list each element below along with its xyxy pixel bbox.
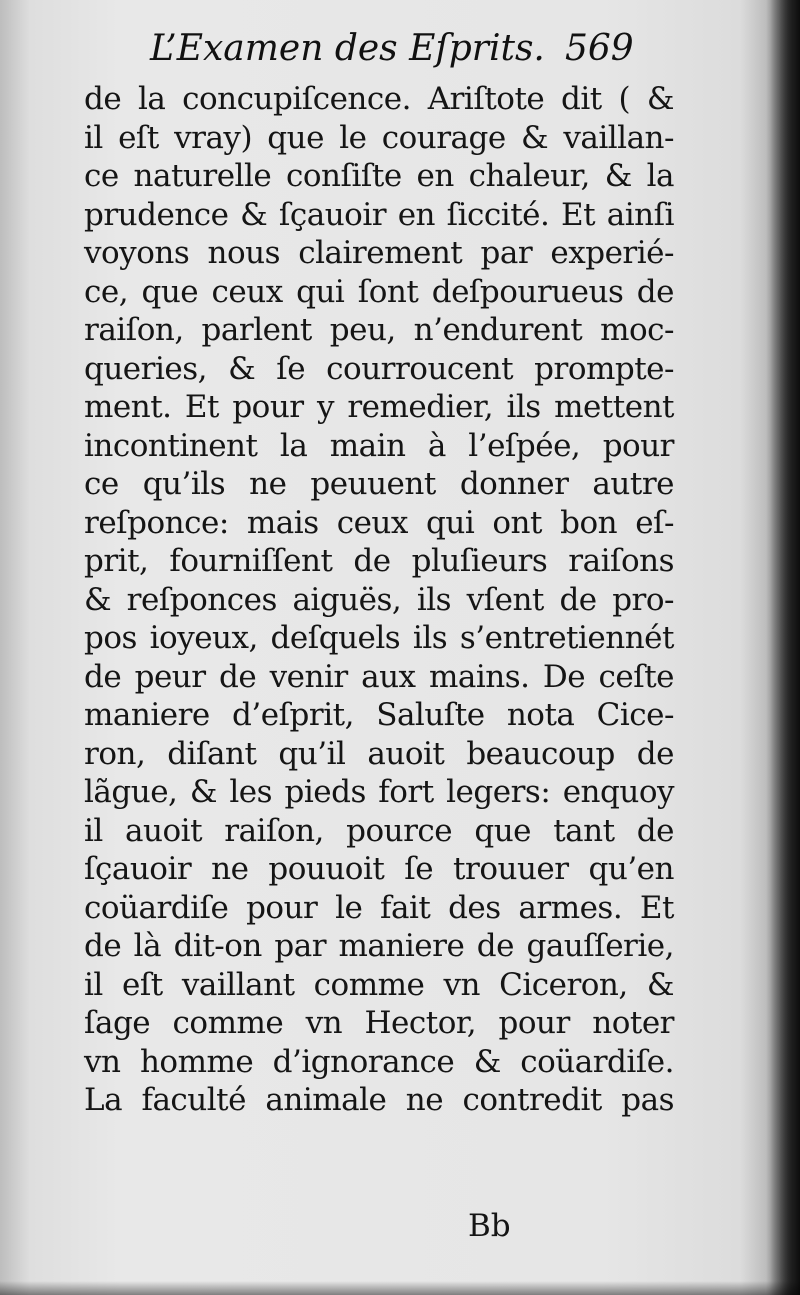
page-header — [150, 28, 650, 78]
text-line: coüardiſe pour le fait des armes. Et — [84, 889, 674, 926]
text-line: incontinent la main à l’eſpée, pour — [84, 427, 674, 464]
running-title: L’Examen des Eſprits. — [150, 28, 545, 69]
text-line: ce, que ceux qui ſont deſpourueus de — [84, 273, 674, 310]
text-line: voyons nous clairement par experié- — [84, 235, 674, 271]
text-line: reſponce: mais ceux qui ont bon eſ- — [84, 504, 674, 541]
page-bottom-shadow — [0, 1281, 800, 1295]
text-line: de peur de venir aux mains. De ceſte — [84, 658, 674, 695]
text-line: de la concupiſcence. Ariſtote dit ( & — [84, 81, 674, 117]
text-line: pos ioyeux, deſquels ils s’entretiennét — [84, 620, 674, 656]
text-line: de là dit-on par maniere de gauſſerie, — [84, 928, 674, 964]
text-line: ment. Et pour y remedier, ils mettent — [84, 389, 674, 425]
text-line: maniere d’eſprit, Saluſte nota Cice- — [84, 697, 674, 733]
text-line: raiſon, parlent peu, n’endurent moc- — [84, 312, 674, 348]
binding-shadow — [766, 0, 800, 1295]
body-text — [84, 80, 674, 1120]
signature-mark: Bb — [468, 1208, 511, 1244]
text-line: ce naturelle conſiſte en chaleur, & la — [84, 158, 674, 194]
page-number: 569 — [565, 28, 634, 69]
text-line: ce qu’ils ne peuuent donner autre — [84, 466, 674, 502]
text-line: il auoit raiſon, pource que tant de — [84, 812, 674, 849]
text-line: il eſt vaillant comme vn Ciceron, & — [84, 966, 674, 1003]
text-line: prit, fourniſſent de pluſieurs raiſons — [84, 543, 674, 579]
text-line: ron, diſant qu’il auoit beaucoup de — [84, 735, 674, 772]
text-line: vn homme d’ignorance & coüardiſe. — [84, 1043, 674, 1080]
text-line: prudence & ſçauoir en ſiccité. Et ainſi — [84, 196, 674, 233]
text-line: il eſt vray) que le courage & vaillan- — [84, 119, 674, 156]
text-line: La faculté animale ne contredit pas — [84, 1082, 674, 1118]
text-line: ſçauoir ne pouuoit ſe trouuer qu’en — [84, 851, 674, 887]
text-line: queries, & ſe courroucent prompte- — [84, 350, 674, 387]
text-line: & reſponces aiguës, ils vſent de pro- — [84, 581, 674, 618]
text-line: lãgue, & les pieds fort legers: enquoy — [84, 774, 674, 810]
text-line: ſage comme vn Hector, pour noter — [84, 1005, 674, 1041]
